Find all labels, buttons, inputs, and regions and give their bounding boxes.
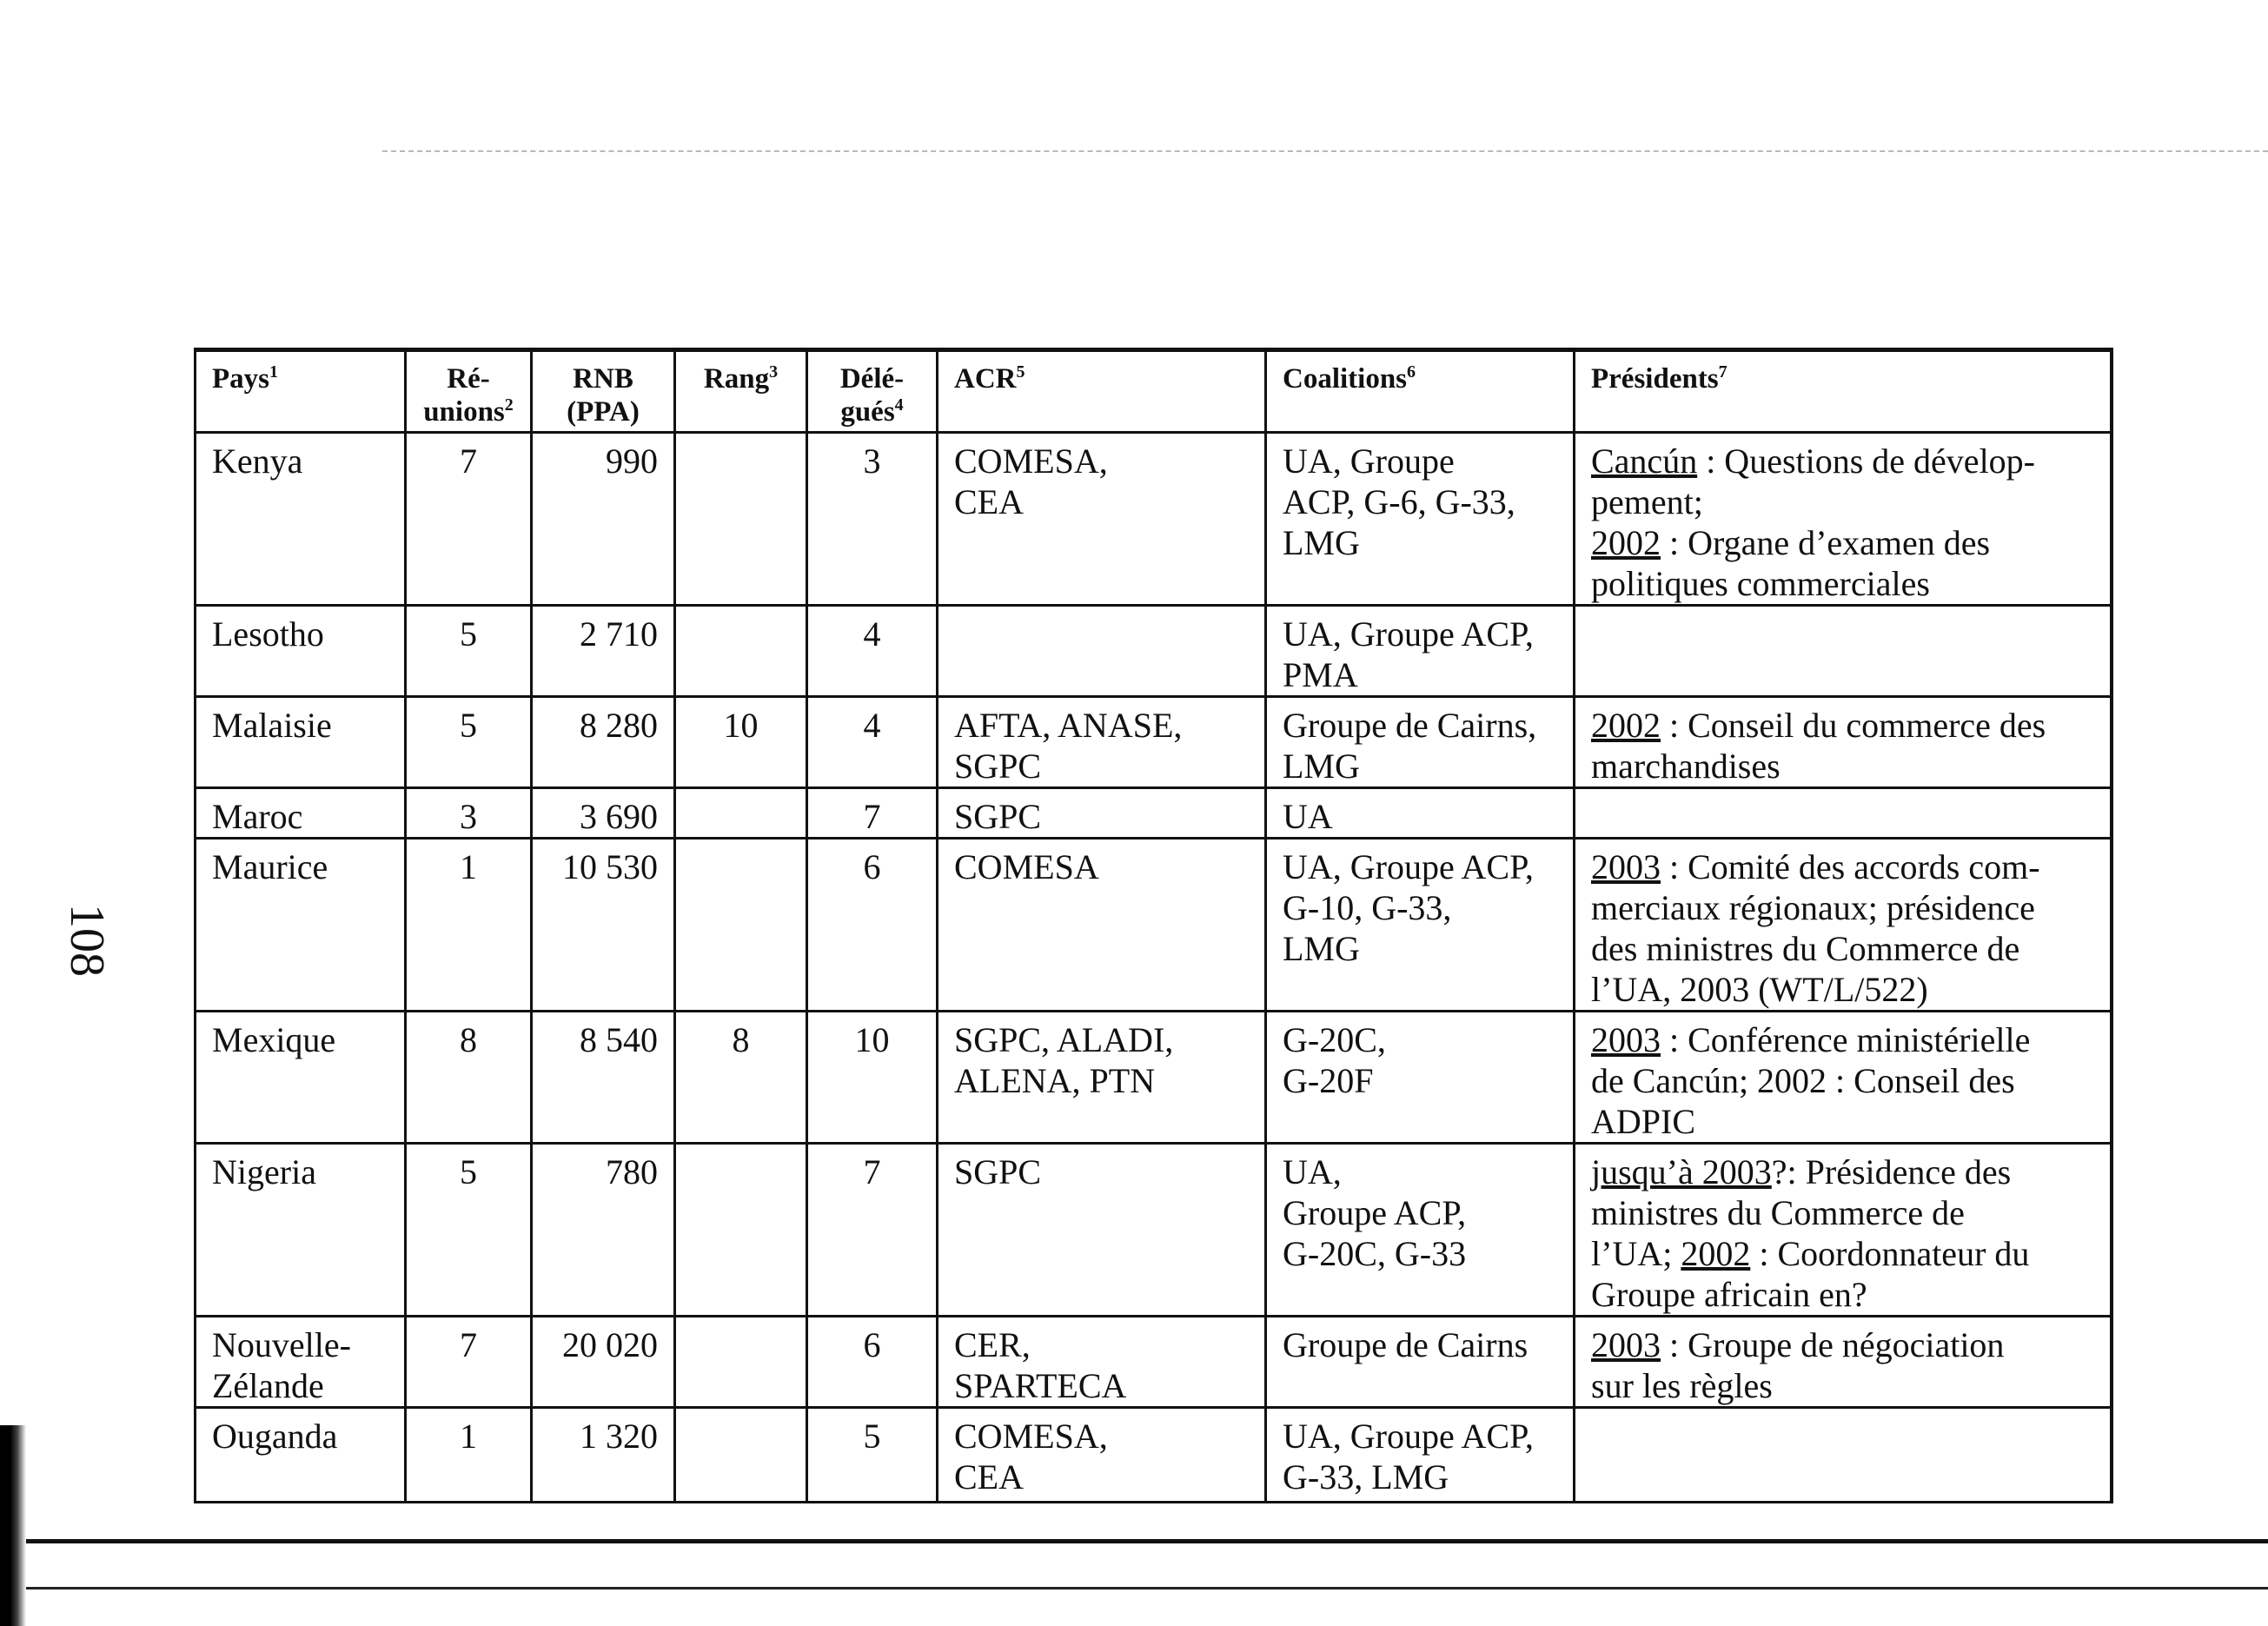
president-text: : Questions de dévelop- pement; — [1591, 441, 2035, 521]
page-number: 108 — [60, 904, 114, 977]
table-header-row — [196, 350, 2112, 433]
cell-coalitions: UA, Groupe ACP, G-10, G-33, LMG — [1266, 839, 1575, 1012]
cell-acr: CER, SPARTECA — [938, 1317, 1266, 1408]
cell-reunions: 3 — [406, 788, 532, 839]
footnote-marker: 3 — [769, 362, 779, 382]
coalitions-table — [194, 348, 2113, 1503]
cell-coalitions: UA, Groupe ACP, G-6, G-33, LMG — [1266, 433, 1575, 606]
table-row — [196, 697, 2112, 788]
cell-pays: Ouganda — [196, 1408, 406, 1503]
cell-acr: COMESA, CEA — [938, 433, 1266, 606]
cell-acr: AFTA, ANASE, SGPC — [938, 697, 1266, 788]
header-delegues — [807, 350, 938, 433]
president-year: 2002 — [1681, 1234, 1751, 1273]
cell-rang: 10 — [675, 697, 807, 788]
cell-rang — [675, 606, 807, 697]
cell-delegues: 4 — [807, 606, 938, 697]
cell-coalitions: UA, Groupe ACP, PMA — [1266, 606, 1575, 697]
president-year: 2002 — [1591, 706, 1661, 745]
cell-reunions: 5 — [406, 606, 532, 697]
president-year: 2002 — [1591, 523, 1661, 562]
cell-delegues: 6 — [807, 839, 938, 1012]
cell-pays: Nigeria — [196, 1144, 406, 1317]
president-year: Cancún — [1591, 441, 1698, 481]
cell-acr — [938, 606, 1266, 697]
cell-presidents — [1575, 1012, 2112, 1144]
cell-delegues: 3 — [807, 433, 938, 606]
header-acr — [938, 350, 1266, 433]
header-label: Ré- unions — [423, 363, 505, 428]
header-coalitions — [1266, 350, 1575, 433]
footnote-marker: 5 — [1016, 362, 1025, 382]
cell-delegues: 7 — [807, 1144, 938, 1317]
cell-rang — [675, 1317, 807, 1408]
table-row — [196, 839, 2112, 1012]
cell-rnb: 990 — [532, 433, 675, 606]
cell-rang — [675, 839, 807, 1012]
header-rang — [675, 350, 807, 433]
footnote-marker: 6 — [1407, 362, 1416, 382]
cell-coalitions: UA — [1266, 788, 1575, 839]
cell-rnb: 2 710 — [532, 606, 675, 697]
cell-rang: 8 — [675, 1012, 807, 1144]
table-row — [196, 433, 2112, 606]
cell-pays: Mexique — [196, 1012, 406, 1144]
cell-presidents — [1575, 433, 2112, 606]
cell-reunions: 1 — [406, 1408, 532, 1503]
president-text: : Organe d’examen des politiques commerciales — [1591, 523, 1991, 603]
cell-presidents — [1575, 1317, 2112, 1408]
president-text: : Coordonnateur du Groupe africain en? — [1591, 1234, 2030, 1314]
president-year: 2003 — [1591, 847, 1661, 886]
table-row — [196, 606, 2112, 697]
cell-reunions: 7 — [406, 433, 532, 606]
header-label: Présidents — [1591, 363, 1719, 395]
cell-presidents — [1575, 839, 2112, 1012]
president-year: 2003 — [1591, 1020, 1661, 1059]
cell-rnb: 8 540 — [532, 1012, 675, 1144]
president-text: : Conférence ministérielle de Cancún; 2002 : Conseil des ADPIC — [1591, 1020, 2031, 1141]
cell-rnb: 8 280 — [532, 697, 675, 788]
cell-reunions: 5 — [406, 697, 532, 788]
president-year: 2003 — [1591, 1325, 1661, 1364]
header-presidents — [1575, 350, 2112, 433]
table-row — [196, 1408, 2112, 1503]
cell-pays: Malaisie — [196, 697, 406, 788]
cell-coalitions: Groupe de Cairns, LMG — [1266, 697, 1575, 788]
cell-delegues: 10 — [807, 1012, 938, 1144]
header-label: RNB (PPA) — [567, 363, 640, 428]
president-text: : Conseil du commerce des marchandises — [1591, 706, 2046, 786]
president-text: : Comité des accords com- merciaux régionaux; présidence des ministres du Commerce de l’UA, 2003 (WT/L/522) — [1591, 847, 2040, 1009]
cell-rang — [675, 1144, 807, 1317]
cell-rang — [675, 788, 807, 839]
cell-coalitions: UA, Groupe ACP, G-20C, G-33 — [1266, 1144, 1575, 1317]
footnote-marker: 1 — [269, 362, 278, 382]
cell-reunions: 5 — [406, 1144, 532, 1317]
cell-rang — [675, 433, 807, 606]
scan-edge-shadow — [0, 1425, 26, 1626]
table-row — [196, 1317, 2112, 1408]
cell-acr: SGPC — [938, 1144, 1266, 1317]
cell-acr: COMESA — [938, 839, 1266, 1012]
cell-reunions: 1 — [406, 839, 532, 1012]
cell-presidents — [1575, 697, 2112, 788]
cell-pays: Kenya — [196, 433, 406, 606]
cell-delegues: 4 — [807, 697, 938, 788]
cell-coalitions: G-20C, G-20F — [1266, 1012, 1575, 1144]
header-label: Rang — [703, 363, 770, 395]
header-label: Coalitions — [1283, 363, 1408, 395]
table-row — [196, 1012, 2112, 1144]
cell-acr: COMESA, CEA — [938, 1408, 1266, 1503]
cell-rnb: 780 — [532, 1144, 675, 1317]
president-text: ?: Présidence des ministres du Commerce de l’UA; — [1591, 1152, 2012, 1273]
cell-coalitions: UA, Groupe ACP, G-33, LMG — [1266, 1408, 1575, 1503]
cell-coalitions: Groupe de Cairns — [1266, 1317, 1575, 1408]
cell-rnb: 3 690 — [532, 788, 675, 839]
header-pays — [196, 350, 406, 433]
header-label: ACR — [954, 363, 1017, 395]
header-rule — [382, 150, 2268, 152]
cell-reunions: 8 — [406, 1012, 532, 1144]
header-label: Pays — [212, 363, 269, 395]
footnote-marker: 7 — [1718, 362, 1728, 382]
cell-rnb: 20 020 — [532, 1317, 675, 1408]
cell-pays: Maurice — [196, 839, 406, 1012]
cell-delegues: 6 — [807, 1317, 938, 1408]
cell-presidents — [1575, 1144, 2112, 1317]
cell-acr: SGPC — [938, 788, 1266, 839]
cell-presidents — [1575, 606, 2112, 697]
president-year: jusqu’à 2003 — [1591, 1152, 1772, 1191]
table-row — [196, 788, 2112, 839]
cell-rnb: 1 320 — [532, 1408, 675, 1503]
header-reunions — [406, 350, 532, 433]
cell-presidents — [1575, 788, 2112, 839]
cell-delegues: 7 — [807, 788, 938, 839]
cell-rnb: 10 530 — [532, 839, 675, 1012]
table-row — [196, 1144, 2112, 1317]
cell-presidents — [1575, 1408, 2112, 1503]
footer-rule — [26, 1539, 2268, 1543]
cell-delegues: 5 — [807, 1408, 938, 1503]
footnote-marker: 2 — [504, 395, 514, 415]
header-rnb — [532, 350, 675, 433]
header-label: Délé- gués — [839, 363, 905, 428]
footnote-marker: 4 — [894, 395, 904, 415]
cell-reunions: 7 — [406, 1317, 532, 1408]
cell-pays: Nouvelle- Zélande — [196, 1317, 406, 1408]
cell-pays: Maroc — [196, 788, 406, 839]
cell-pays: Lesotho — [196, 606, 406, 697]
cell-rang — [675, 1408, 807, 1503]
cell-acr: SGPC, ALADI, ALENA, PTN — [938, 1012, 1266, 1144]
footer-rule-lower — [26, 1587, 2268, 1589]
president-text: : Groupe de négociation sur les règles — [1591, 1325, 2005, 1405]
